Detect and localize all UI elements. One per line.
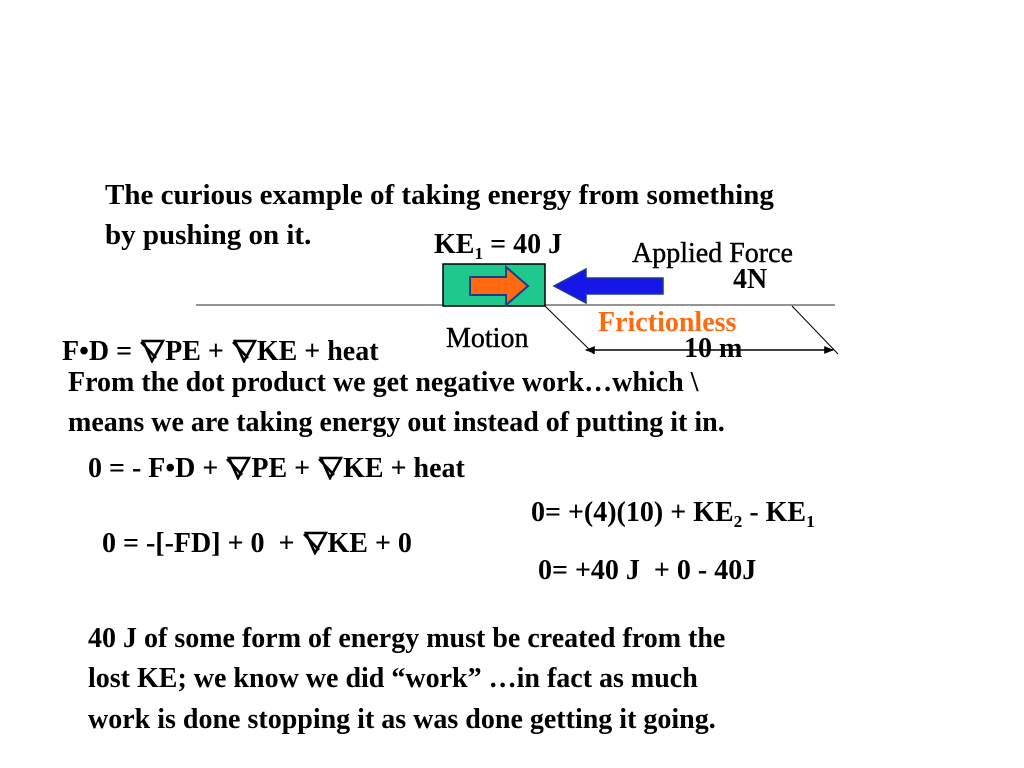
- guide-line-left: [545, 306, 594, 354]
- block: [443, 264, 545, 306]
- equation-2: [88, 452, 465, 486]
- delta-icon: [231, 339, 257, 363]
- eq2-pe: PE +: [251, 453, 318, 484]
- explanation-line-1: From the dot product we get negative work…which \: [68, 367, 699, 398]
- title-line-1: The curious example of taking energy from something: [105, 179, 774, 211]
- applied-force-label: Applied Force: [632, 238, 793, 269]
- eq4-sub-2: 2: [733, 512, 743, 532]
- distance-label: 10 m: [684, 333, 743, 364]
- conclusion-line-3: work is done stopping it as was done getting it going.: [88, 704, 716, 735]
- ke1-prefix: KE: [434, 229, 475, 260]
- delta-icon: [225, 456, 251, 480]
- ke1-subscript: 1: [474, 244, 484, 264]
- equation-5: 0= +40 J + 0 - 40J: [538, 555, 757, 586]
- equation-1: [62, 335, 379, 369]
- delta-icon: [317, 456, 343, 480]
- motion-label: Motion: [446, 323, 529, 354]
- explanation-line-2: means we are taking energy out instead of putting it in.: [68, 407, 725, 438]
- eq4-sub-1: 1: [806, 512, 815, 532]
- title-line-2: by pushing on it.: [105, 219, 312, 251]
- motion-arrow-icon: [470, 267, 528, 305]
- applied-force-value: 4N: [733, 264, 768, 295]
- delta-icon: [302, 531, 328, 555]
- ke1-label: [434, 228, 562, 262]
- equation-4: [531, 496, 815, 530]
- eq2-ke: KE + heat: [343, 453, 465, 484]
- eq1-ke: KE + heat: [256, 336, 379, 367]
- frictionless-label: Frictionless: [598, 307, 737, 338]
- equation-3: [88, 493, 412, 560]
- eq1-pe: PE +: [165, 336, 231, 367]
- ke1-suffix: = 40 J: [483, 229, 563, 260]
- eq3-lhs: 0 = -[-FD] + 0 +: [102, 527, 302, 559]
- eq2-lhs: 0 = - F•D +: [88, 453, 226, 484]
- eq1-lhs: F•D =: [62, 336, 140, 367]
- eq4-minus-ke: - KE: [742, 497, 807, 528]
- force-arrow-icon: [554, 269, 663, 303]
- conclusion-line-1: 40 J of some form of energy must be created from the: [88, 623, 726, 654]
- conclusion-line-2: lost KE; we know we did “work” …in fact as much: [88, 663, 698, 694]
- eq3-ke: KE + 0: [327, 527, 412, 559]
- guide-line-right: [792, 306, 838, 354]
- delta-icon: [139, 339, 165, 363]
- eq4-main: 0= +(4)(10) + KE: [531, 497, 734, 528]
